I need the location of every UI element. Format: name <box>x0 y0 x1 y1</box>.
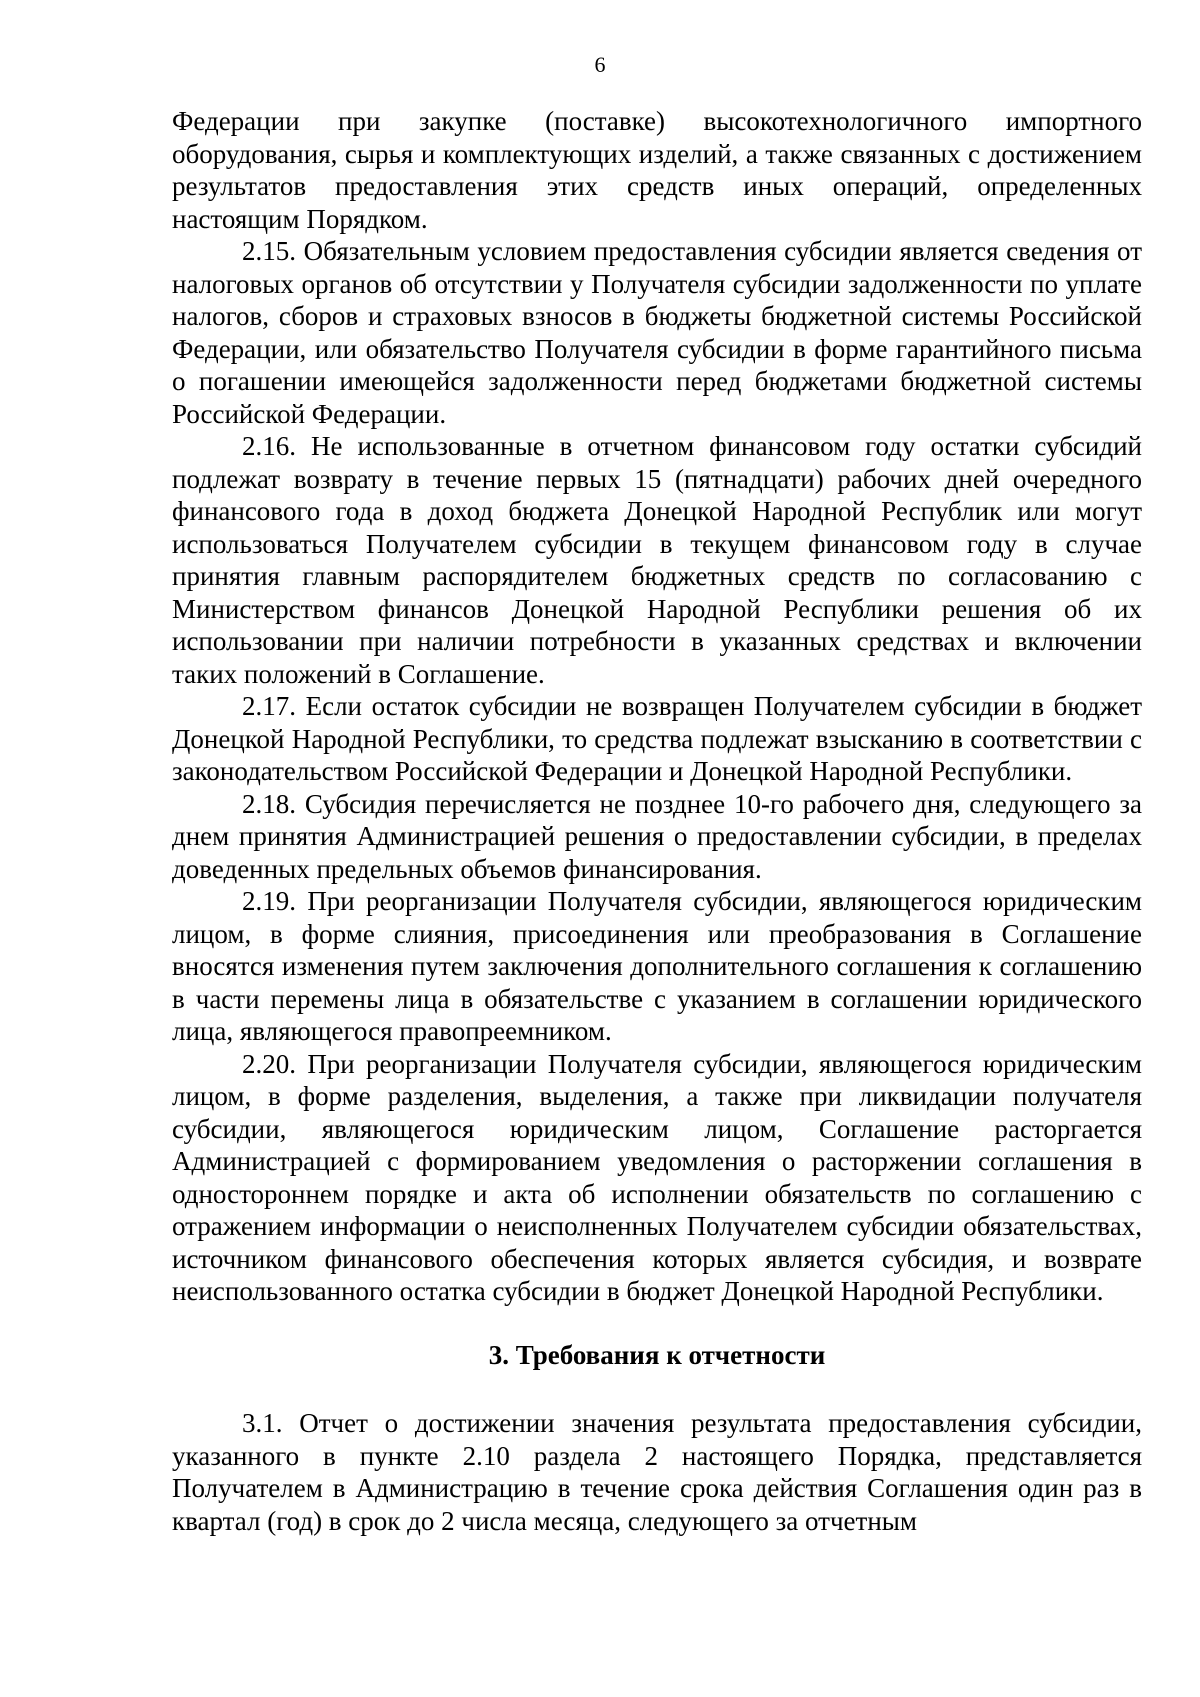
paragraph-text: Субсидия перечисляется не позднее 10-го рабочего дня, следующего за днем принятия Администрацией решения о предоставлении субсидии, в пределах доведенных предельных объемов финансирования. <box>172 788 1142 884</box>
paragraph-2-16 <box>172 430 1142 690</box>
paragraph-3-1 <box>172 1407 1142 1537</box>
paragraph-text: При реорганизации Получателя субсидии, являющегося юридическим лицом, в форме разделения, выделения, а также при ликвидации получателя субсидии, являющегося юридическим лицом, Соглашение расторгается Администрацией с формированием уведомления о расторжении соглашения в одностороннем порядке и акта об исполнении обязательств по соглашению с отражением информации о неисполненных Получателем субсидии обязательствах, источником финансового обеспечения которых является субсидия, и возврате неиспользованного остатка субсидии в бюджет Донецкой Народной Республики. <box>172 1048 1142 1306</box>
paragraph-number: 3.1. <box>242 1408 283 1438</box>
page-number: 6 <box>594 52 606 77</box>
paragraph-text: При реорганизации Получателя субсидии, являющегося юридическим лицом, в форме слияния, присоединения или преобразования в Соглашение вносятся изменения путем заключения дополнительного соглашения к соглашению в части перемены лица в обязательстве с указанием в соглашении юридического лица, являющегося правопреемником. <box>172 886 1142 1046</box>
paragraph-number: 2.20. <box>242 1048 296 1079</box>
document-body <box>172 105 1142 1537</box>
paragraph-number: 2.16. <box>242 431 296 461</box>
paragraph-text: Отчет о достижении значения результата предоставления субсидии, указанного в пункте 2.10 раздела 2 настоящего Порядка, представляется Получателем в Администрацию в течение срока действия Соглашения один раз в квартал (год) в срок до 2 числа месяца, следующего за отчетным <box>172 1408 1143 1536</box>
paragraph-2-19 <box>172 885 1142 1048</box>
paragraph-2-18 <box>172 788 1142 886</box>
paragraph-number: 2.15. <box>242 236 296 266</box>
paragraph-text: Не использованные в отчетном финансовом году остатки субсидий подлежат возврату в течение первых 15 (пятнадцати) рабочих дней очередного финансового года в доход бюджета Донецкой Народной Республик или могут использоваться Получателем субсидии в текущем финансовом году в случае принятия главным распорядителем бюджетных средств по согласованию с Министерством финансов Донецкой Народной Республики решения об их использовании при наличии потребности в указанных средствах и включении таких положений в Соглашение. <box>172 431 1143 689</box>
paragraph-text: Если остаток субсидии не возвращен Получателем субсидии в бюджет Донецкой Народной Республики, то средства подлежат взысканию в соответствии с законодательством Российской Федерации и Донецкой Народной Республики. <box>172 691 1143 786</box>
paragraph-number: 2.18. <box>242 788 296 819</box>
paragraph-continuation <box>172 105 1142 235</box>
paragraph-number: 2.17. <box>242 691 296 721</box>
paragraph-2-17 <box>172 690 1142 788</box>
paragraph-number: 2.19. <box>242 886 296 916</box>
paragraph-text: Обязательным условием предоставления субсидии является сведения от налоговых органов об отсутствии у Получателя субсидии задолженности по уплате налогов, сборов и страховых взносов в бюджеты бюджетной системы Российской Федерации, или обязательство Получателя субсидии в форме гарантийного письма о погашении имеющейся задолженности перед бюджетами бюджетной системы Российской Федерации. <box>172 236 1142 429</box>
paragraph-text: Федерации при закупке (поставке) высокотехнологичного импортного оборудования, сырья и комплектующих изделий, а также связанных с достижением результатов предоставления этих средств иных операций, определенных настоящим Порядком. <box>172 106 1142 234</box>
section-heading: 3. Требования к отчетности <box>488 1339 826 1370</box>
paragraph-2-20 <box>172 1048 1142 1308</box>
paragraph-2-15 <box>172 235 1142 430</box>
